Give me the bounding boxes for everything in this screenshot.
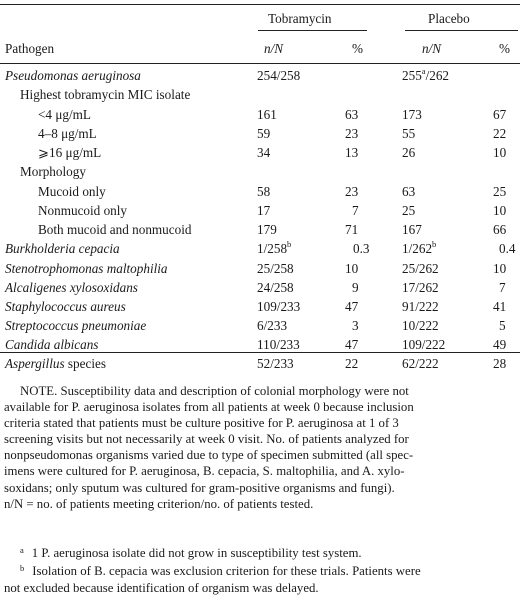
- column-header-placebo-nN: n/N: [422, 41, 442, 56]
- row-label: Morphology: [20, 164, 86, 179]
- note-line: imens were cultured for P. aeruginosa, B. cepacia, S. maltophilia, and A. xylo-: [4, 464, 405, 479]
- header-bottom-rule: [0, 63, 520, 64]
- placebo-pct: 28: [493, 356, 507, 371]
- row-label: Pseudomonas aeruginosa: [5, 68, 141, 83]
- note-line: NOTE. Susceptibility data and description of colonial morphology were not: [20, 384, 409, 398]
- top-rule: [0, 4, 520, 5]
- placebo-pct: 49: [493, 337, 507, 352]
- tobramycin-nN-value: 1/258: [257, 241, 288, 256]
- row-label: Staphylococcus aureus: [5, 299, 126, 314]
- placebo-nN: 25/262: [402, 261, 439, 276]
- tobramycin-nN: [257, 238, 292, 257]
- row-label: Highest tobramycin MIC isolate: [20, 87, 191, 102]
- tobramycin-underline: [258, 30, 367, 31]
- placebo-nN: 17/262: [402, 280, 439, 295]
- footnote-mark: b: [20, 563, 25, 573]
- tobramycin-pct: 7: [352, 203, 359, 218]
- placebo-nN: 91/222: [402, 299, 439, 314]
- footnote-mark-a: a: [421, 65, 426, 76]
- tobramycin-nN: 17: [257, 203, 271, 218]
- row-label: <4 μg/mL: [38, 107, 91, 122]
- placebo-nN: [402, 238, 437, 257]
- footnote-text: 1 P. aeruginosa isolate did not grow in susceptibility test system.: [31, 546, 362, 560]
- note-line: available for P. aeruginosa isolates from all patients at week 0 because inclusion: [4, 400, 414, 415]
- note-line: n/N = no. of patients meeting criterion/no. of patients tested.: [4, 496, 314, 511]
- tobramycin-nN: 161: [257, 107, 277, 122]
- placebo-pct: 0.4: [499, 241, 516, 256]
- row-label: [5, 356, 106, 372]
- row-label: Nonmucoid only: [38, 203, 128, 218]
- tobramycin-pct: 10: [345, 261, 359, 276]
- row-label: Burkholderia cepacia: [5, 241, 120, 256]
- tobramycin-nN: 34: [257, 145, 271, 160]
- placebo-nN: 167: [402, 222, 422, 237]
- placebo-nN: 173: [402, 107, 422, 122]
- row-label: 4–8 μg/mL: [38, 126, 97, 141]
- tobramycin-nN: 110/233: [257, 337, 300, 352]
- tobramycin-pct: 0.3: [353, 241, 370, 256]
- placebo-pct: 22: [493, 126, 507, 141]
- tobramycin-pct: 13: [345, 145, 359, 160]
- tobramycin-pct: 3: [352, 318, 359, 333]
- placebo-nN: [402, 65, 450, 84]
- footnote-text-cont: not excluded because identification of organism was delayed.: [4, 581, 319, 596]
- placebo-nN-rest: /262: [425, 68, 450, 83]
- tobramycin-nN: 179: [257, 222, 277, 237]
- column-header-tobramycin-nN: n/N: [264, 41, 284, 56]
- placebo-nN: 10/222: [402, 318, 439, 333]
- placebo-pct: 67: [493, 107, 507, 122]
- row-label: Candida albicans: [5, 337, 99, 352]
- placebo-nN: 25: [402, 203, 416, 218]
- row-label: ⩾16 μg/mL: [38, 145, 102, 160]
- placebo-pct: 7: [499, 280, 506, 295]
- placebo-pct: 66: [493, 222, 507, 237]
- tobramycin-pct: 23: [345, 126, 359, 141]
- tobramycin-nN: 24/258: [257, 280, 294, 295]
- tobramycin-pct: 63: [345, 107, 359, 122]
- row-label: Alcaligenes xylosoxidans: [5, 280, 138, 295]
- footnote-b: [4, 563, 516, 596]
- note-line: criteria stated that patients must be culture positive for P. aeruginosa at 1 of 3: [4, 416, 399, 431]
- placebo-underline: [405, 30, 518, 31]
- footnote-mark: a: [20, 545, 24, 555]
- note-line: screening visits but not necessarily at week 0 visit. No. of patients analyzed for: [4, 432, 409, 447]
- placebo-nN: 109/222: [402, 337, 446, 352]
- footnote-mark-b: b: [287, 238, 292, 249]
- tobramycin-nN: 254/258: [257, 68, 301, 83]
- placebo-pct: 10: [493, 261, 507, 276]
- placebo-pct: 5: [499, 318, 506, 333]
- placebo-nN: 26: [402, 145, 416, 160]
- footnote-text: Isolation of B. cepacia was exclusion criterion for these trials. Patients were: [32, 564, 421, 578]
- footnote-mark-b: b: [432, 238, 437, 249]
- footnote-a: [4, 545, 516, 562]
- column-header-tobramycin-pct: %: [352, 41, 363, 56]
- placebo-pct: 25: [493, 184, 507, 199]
- placebo-nN: 63: [402, 184, 416, 199]
- row-label-rest: species: [64, 356, 106, 371]
- placebo-nN: 62/222: [402, 356, 439, 371]
- row-label: Streptococcus pneumoniae: [5, 318, 147, 333]
- tobramycin-pct: 23: [345, 184, 359, 199]
- row-label: Stenotrophomonas maltophilia: [5, 261, 168, 276]
- tobramycin-nN: 59: [257, 126, 271, 141]
- placebo-nN: 55: [402, 126, 416, 141]
- tobramycin-pct: 47: [345, 299, 359, 314]
- tobramycin-nN: 25/258: [257, 261, 294, 276]
- row-label: Mucoid only: [38, 184, 106, 199]
- tobramycin-pct: 22: [345, 356, 359, 371]
- tobramycin-nN: 109/233: [257, 299, 301, 314]
- note-line: nonpseudomonas organisms varied due to type of specimen submitted (all spec-: [4, 448, 414, 463]
- placebo-pct: 41: [493, 299, 507, 314]
- placebo-pct: 10: [493, 145, 507, 160]
- tobramycin-nN: 52/233: [257, 356, 294, 371]
- row-label-genus: Aspergillus: [5, 356, 65, 371]
- tobramycin-pct: 9: [352, 280, 359, 295]
- placebo-pct: 10: [493, 203, 507, 218]
- tobramycin-nN: 6/233: [257, 318, 288, 333]
- tobramycin-nN: 58: [257, 184, 271, 199]
- column-header-placebo-pct: %: [499, 41, 510, 56]
- placebo-nN-value: 255: [402, 68, 422, 83]
- row-label: Both mucoid and nonmucoid: [38, 222, 192, 237]
- tobramycin-pct: 47: [345, 337, 359, 352]
- group-header-placebo: Placebo: [428, 11, 470, 26]
- note-line: soxidans; only sputum was cultured for gram-positive organisms and fungi).: [4, 480, 395, 495]
- tobramycin-pct: 71: [345, 222, 359, 237]
- column-header-pathogen: Pathogen: [5, 41, 55, 56]
- table-note: [4, 383, 516, 512]
- group-header-tobramycin: Tobramycin: [268, 11, 332, 26]
- placebo-nN-value: 1/262: [402, 241, 433, 256]
